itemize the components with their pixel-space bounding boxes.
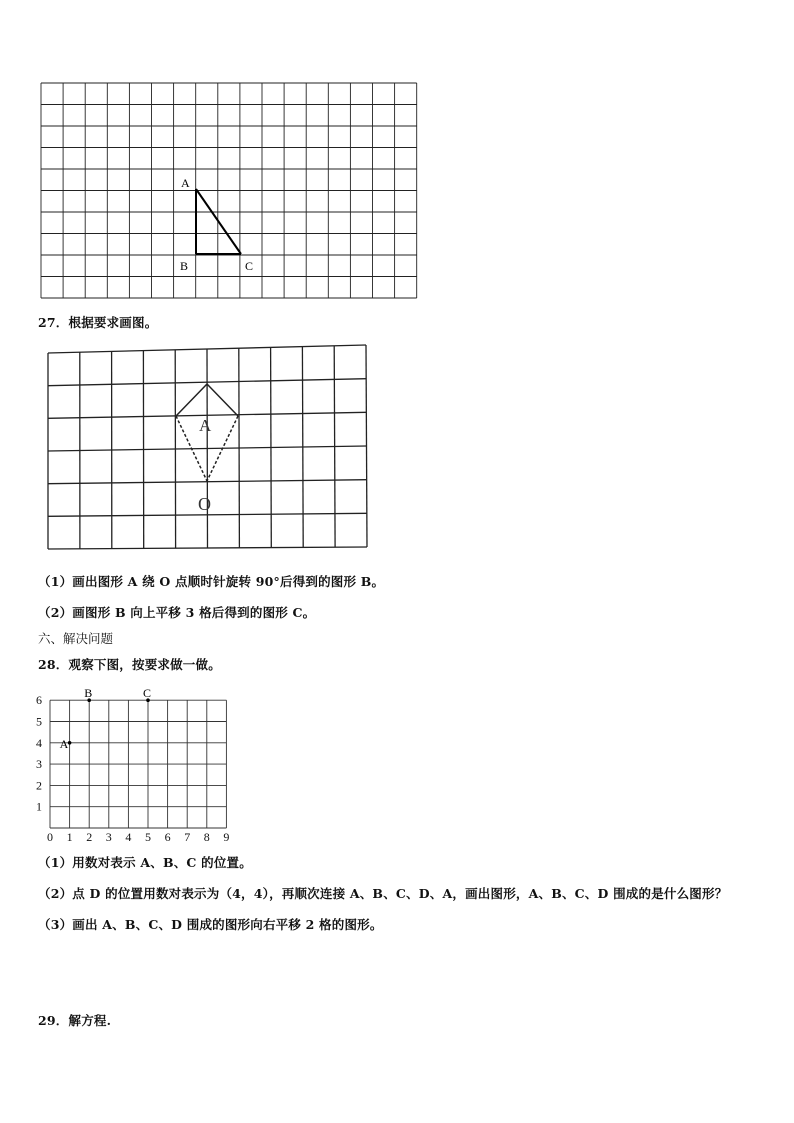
- x-tick-label: 2: [86, 830, 93, 844]
- question-27-part-2: （2）画图形 B 向上平移 3 格后得到的图形 C。: [38, 605, 316, 620]
- point-a: [68, 741, 72, 745]
- y-tick-label: 2: [36, 778, 42, 793]
- y-tick-label: 4: [36, 735, 42, 750]
- coordinate-grid: [0, 670, 794, 850]
- question-29-title: 29．解方程.: [38, 1013, 112, 1028]
- point-c-label: C: [143, 686, 152, 701]
- grid-triangle-abc: [0, 0, 794, 310]
- center-label-o: O: [198, 494, 211, 514]
- segment-ac: [196, 189, 241, 254]
- question-27-part-1: （1）画出图形 A 绕 O 点顺时针旋转 90°后得到的图形 B。: [38, 574, 385, 589]
- question-28-title: 28．观察下图，按要求做一做。: [38, 657, 221, 672]
- question-27-title: 27．根据要求画图。: [38, 315, 158, 330]
- grid-figure-a: [0, 335, 794, 560]
- figure-a-edge: [176, 384, 207, 416]
- x-tick-label: 8: [203, 830, 210, 844]
- point-a-label: A: [59, 736, 69, 751]
- y-tick-label: 1: [36, 799, 42, 814]
- x-tick-label: 1: [66, 830, 73, 844]
- figure-a-edge: [207, 384, 238, 416]
- x-tick-label: 6: [164, 830, 171, 844]
- x-tick-label: 4: [125, 830, 132, 844]
- x-tick-label: 7: [184, 830, 191, 844]
- question-28-part-3: （3）画出 A、B、C、D 围成的图形向右平移 2 格的图形。: [38, 917, 383, 932]
- point-b-label: B: [84, 686, 93, 701]
- question-28-part-2: （2）点 D 的位置用数对表示为（4，4），再顺次连接 A、B、C、D、A，画出图形，A、B、C、D 围成的是什么图形？: [38, 886, 728, 901]
- x-tick-label: 5: [145, 830, 151, 844]
- y-tick-label: 3: [36, 757, 42, 772]
- section-6-title: 六、解决问题: [38, 631, 114, 646]
- x-tick-label: 9: [223, 830, 230, 844]
- x-tick-label: 0: [47, 830, 53, 844]
- point-label-b: B: [180, 259, 189, 273]
- point-label-a: A: [181, 176, 190, 190]
- question-28-part-1: （1）用数对表示 A、B、C 的位置。: [38, 855, 252, 870]
- point-label-c: C: [245, 259, 254, 273]
- figure-label-a: A: [199, 416, 212, 435]
- x-tick-label: 3: [105, 830, 112, 844]
- y-tick-label: 6: [36, 693, 42, 708]
- y-tick-label: 5: [36, 714, 42, 729]
